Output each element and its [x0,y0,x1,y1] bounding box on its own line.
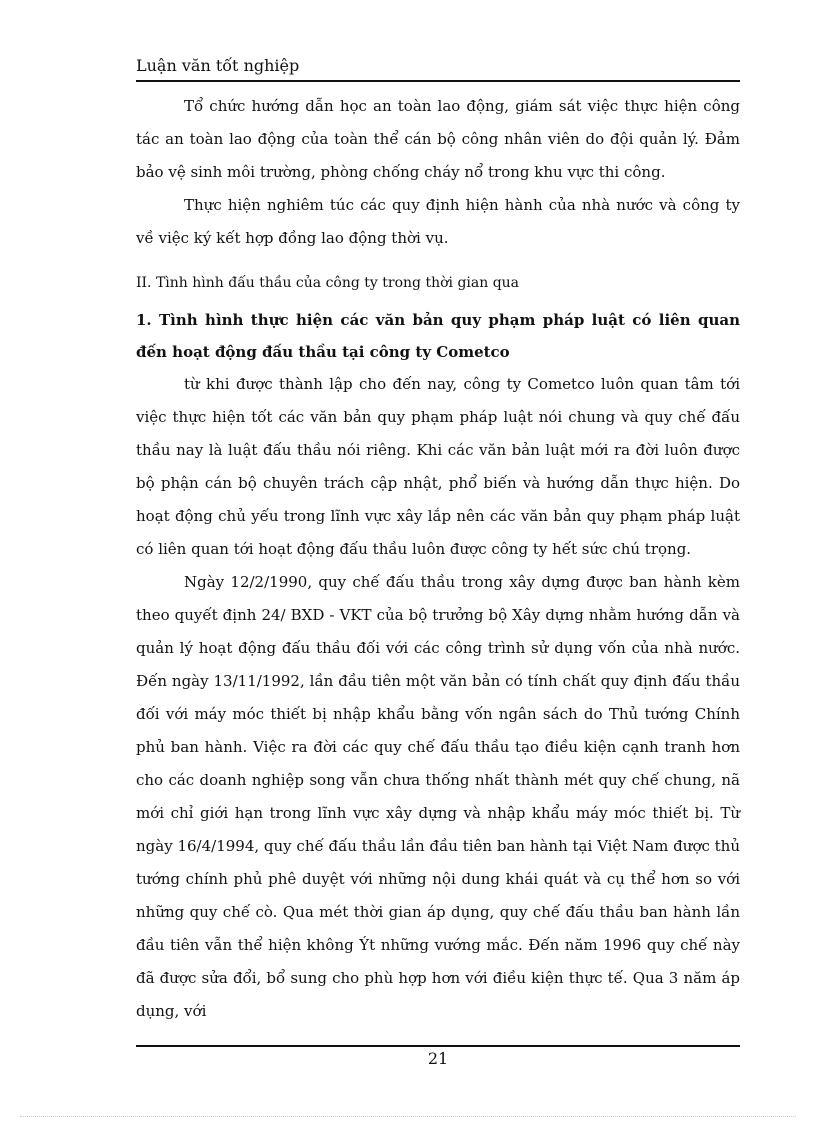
page-header [136,54,740,82]
footer-divider [136,1045,740,1047]
document-body [136,90,740,1028]
paragraph-contracts: Thực hiện nghiêm túc các quy định hiện hành của nhà nước và công ty về việc ký kết hợp đồng lao động thời vụ. [136,196,740,247]
page-number: 21 [427,1049,449,1068]
page-edge-divider [20,1116,796,1117]
paragraph-history: Ngày 12/2/1990, quy chế đấu thầu trong xây dựng được ban hành kèm theo quyết định 24/ BXD - VKT của bộ trưởng bộ Xây dựng nhằm hướng dẫn và quản lý hoạt động đấu thầu đối với các công trình sử dụng vốn của nhà nước. Đến ngày 13/11/1992, lần đầu tiên một văn bản có tính chất quy định đấu thầu đối với máy móc thiết bị nhập khẩu bằng vốn ngân sách do Thủ tướng Chính phủ ban hành. Việc ra đời các quy chế đấu thầu tạo điều kiện cạnh tranh hơn cho các doanh nghiệp song vẫn chưa thống nhất thành mét quy chế chung, nã mới chỉ giới hạn trong lĩnh vực xây dựng và nhập khẩu máy móc thiết bị. Từ ngày 16/4/1994, quy chế đấu thầu lần đầu tiên ban hành tại Việt Nam được thủ tướng chính phủ phê duyệt với những nội dung khái quát và cụ thể hơn so với những quy chế cò. Qua mét thời gian áp dụng, quy chế đấu thầu ban hành lần đầu tiên vẫn thể hiện không Ýt những vướng mắc. Đến năm 1996 quy chế này đã được sửa đổi, bổ sung cho phù hợp hơn với điều kiện thực tế. Qua 3 năm áp dụng, với [136,573,740,1020]
header-title: Luận văn tốt nghiệp [136,56,300,75]
section-heading: II. Tình hình đấu thầu của công ty trong thời gian qua [136,275,520,291]
paragraph-safety: Tổ chức hướng dẫn học an toàn lao động, giám sát việc thực hiện công tác an toàn lao động của toàn thể cán bộ công nhân viên do đội quản lý. Đảm bảo vệ sinh môi trường, phòng chống cháy nổ trong khu vực thi công. [136,97,740,181]
subsection-heading: 1. Tình hình thực hiện các văn bản quy phạm pháp luật có liên quan đến hoạt động đấu thầu tại công ty Cometco [136,311,740,361]
paragraph-cometco: từ khi được thành lập cho đến nay, công ty Cometco luôn quan tâm tới việc thực hiện tốt các văn bản quy phạm pháp luật nói chung và quy chế đấu thầu nay là luật đấu thầu nói riêng. Khi các văn bản luật mới ra đời luôn được bộ phận cán bộ chuyên trách cập nhật, phổ biến và hướng dẫn thực hiện. Do hoạt động chủ yếu trong lĩnh vực xây lắp nên các văn bản quy phạm pháp luật có liên quan tới hoạt động đấu thầu luôn được công ty hết sức chú trọng. [136,375,740,558]
